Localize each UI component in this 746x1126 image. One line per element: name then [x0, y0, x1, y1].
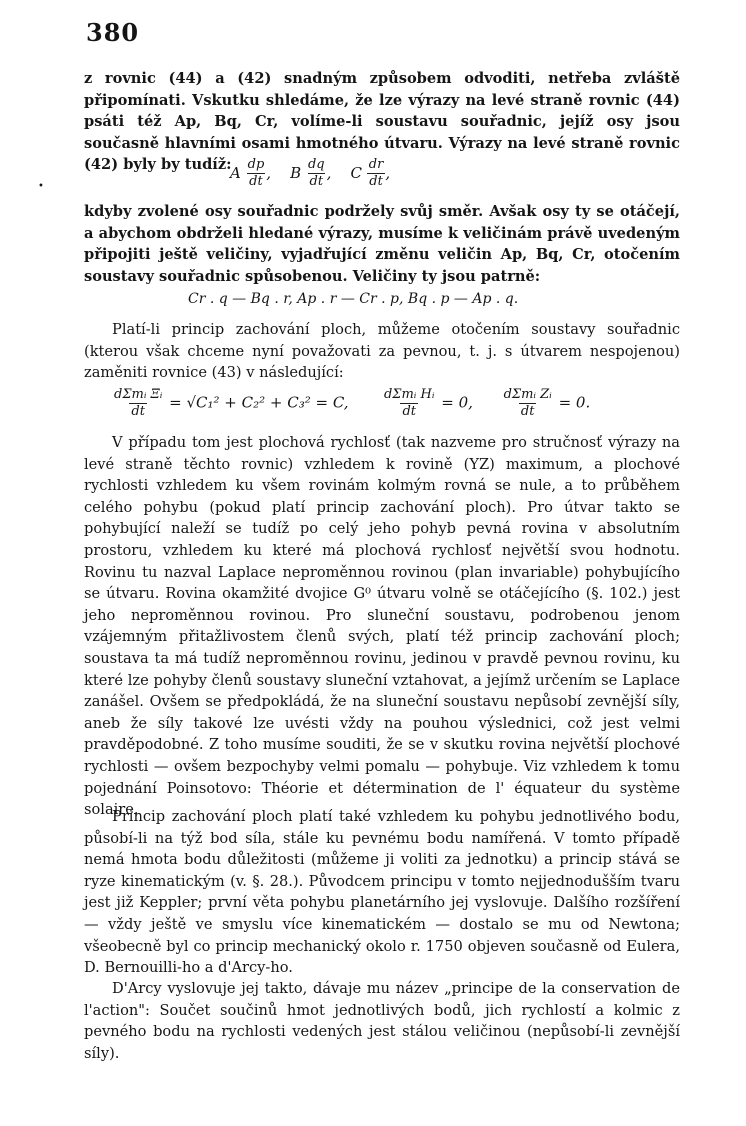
eq1-term-b — [290, 157, 336, 189]
margin-dot: • — [38, 181, 44, 192]
paragraph-6-text: D'Arcy vyslovuje jej takto, dávaje mu název „principe de la conservation de l'action": Součet součinů hmot jednotlivých bodů, jich rychlostí a kolmic z pevného bodu na rychlosti vedených jest stálou veličinou (nepůsobí-li zevnější síly). — [84, 980, 680, 1062]
paragraph-5 — [84, 806, 680, 979]
eq3-frac-1 — [112, 388, 164, 419]
eq3-frac-2 — [382, 388, 437, 419]
paragraph-3-text: Platí-li princip zachování ploch, můžeme otočením soustavy souřadnic (kterou však chceme nyní považovati za pevnou, t. j. s útvarem nespojenou) zaměniti rovnice (43) v následující: — [84, 321, 680, 382]
eq1-coef-a: A — [230, 163, 241, 182]
eq1-num-c: dr — [368, 157, 384, 172]
eq1-coef-c: C — [350, 163, 362, 182]
eq1-num-b: dq — [307, 157, 325, 172]
equation-2: Cr . q — Bq . r, Ap . r — Cr . p, Bq . p — Ap . q. — [188, 291, 519, 307]
eq1-sep-b: , — [326, 163, 332, 182]
eq1-frac-c — [367, 158, 386, 189]
eq1-den-c: dt — [369, 174, 383, 189]
eq3-rhs-1: = √C₁² + C₂² + C₃² = C, — [169, 393, 349, 412]
equation-3 — [112, 388, 590, 419]
paragraph-4-text: V případu tom jest plochová rychlosť (tak nazveme pro stručnosť výrazy na levé straně těchto rovnic) vzhledem k rovině (YZ) maximum, a plochové rychlosti vzhledem ku všem rovinám kolmým rovná se nule, a to průběhem celého pohybu (pokud platí princip zachování ploch). Pro útvar takto se pohybující naleží se tudíž po celý jeho pohyb pevná rovina v absolutním prostoru, vzhledem ku které má plochová rychlosť největší svou hodnotu. Rovinu tu nazval Laplace neproměnnou rovinou (plan invariable) pohybujícího se útvaru. Rovina okamžité dvojice G⁰ útvaru volně se otáčejícího (§. 102.) jest jeho neproměnnou rovinou. Pro sluneční soustavu, podrobenou jenom vzájemným přitažlivostem členů svých, platí též princip zachování ploch; soustava ta má tudíž neproměnnou rovinu, jedinou v pravdě pevnou rovinu, ku které lze pohyby členů soustavy sluneční vztahovat, a jejímž určením se Laplace zanášel. Ovšem se předpokládá, že na sluneční soustavu nepůsobí zevnější síly, aneb že síly takové lze uvésti vždy na pouhou výslednici, což jest velmi pravděpodobné. Z toho musíme souditi, že se v skutku rovina největší plochové rychlosti — ovšem bezpochyby velmi pomalu — pohybuje. Viz vzhledem k tomu pojednání Poinsotovo: Théorie et détermination de l' équateur du système solaire. — [84, 434, 680, 819]
eq3-frac-3 — [502, 388, 554, 419]
paragraph-1-text: z rovnic (44) a (42) snadným způsobem odvoditi, netřeba zvláště připomínati. Vskutku shledáme, že lze výrazy na levé straně rovnic (44) psáti též Ap, Bq, Cr, volíme-li soustavu souřadnic, jejíž osy jsou současně hlavními osami hmotného útvaru. Výrazy na levé straně rovnic (42) byly by tudíž: — [84, 70, 680, 174]
paragraph-2 — [84, 201, 680, 287]
eq3-num-3: dΣmᵢ Zᵢ — [503, 387, 552, 402]
eq3-rhs-3: = 0. — [558, 393, 591, 412]
eq3-num-1: dΣmᵢ Ξᵢ — [114, 387, 163, 402]
eq1-frac-a — [246, 158, 267, 189]
eq1-coef-b: B — [290, 163, 302, 182]
eq3-num-2: dΣmᵢ Hᵢ — [383, 387, 435, 402]
eq3-den-1: dt — [131, 404, 145, 419]
paragraph-3 — [84, 319, 680, 384]
paragraph-4 — [84, 432, 680, 821]
equation-1 — [230, 158, 390, 189]
eq3-den-3: dt — [520, 404, 535, 419]
eq1-den-b: dt — [309, 174, 324, 189]
eq1-term-c — [350, 157, 391, 189]
paragraph-6 — [84, 978, 680, 1064]
eq3-den-2: dt — [402, 404, 417, 419]
eq1-num-a: dp — [247, 157, 265, 172]
page-number: 380 — [86, 18, 140, 47]
paragraph-2-text: kdyby zvolené osy souřadnic podržely svůj směr. Avšak osy ty se otáčejí, a abychom obdrželi hledané výrazy, musíme k veličinám právě uvedeným připojiti ještě veličiny, vyjadřující změnu veličin Ap, Bq, Cr, otočením soustavy souřadnic spůsobenou. Veličiny ty jsou patrně: — [84, 203, 680, 285]
eq1-term-a — [230, 157, 276, 189]
eq1-sep-c: , — [385, 163, 391, 182]
paragraph-5-text: Princip zachování ploch platí také vzhledem ku pohybu jednotlivého bodu, působí-li na týž bod síla, stále ku pevnému bodu namířená. V tomto případě nemá hmota bodu důležitosti (můžeme ji voliti za jednotku) a princip stává se ryze kinematickým (v. §. 28.). Původcem principu v tomto nejjednodušším tvaru jest již Keppler; první věta pohybu planetárního jej vyslovuje. Dalšího rozšíření — vždy ještě ve smyslu více kinematickém — dostalo se mu od Newtona; všeobecně byl co princip mechanický okolo r. 1750 objeven současně od Eulera, D. Bernouilli-ho a d'Arcy-ho. — [84, 808, 680, 977]
eq3-rhs-2: = 0, — [441, 393, 473, 412]
eq1-frac-b — [306, 158, 327, 189]
eq1-sep-a: , — [266, 163, 272, 182]
eq1-den-a: dt — [249, 174, 263, 189]
